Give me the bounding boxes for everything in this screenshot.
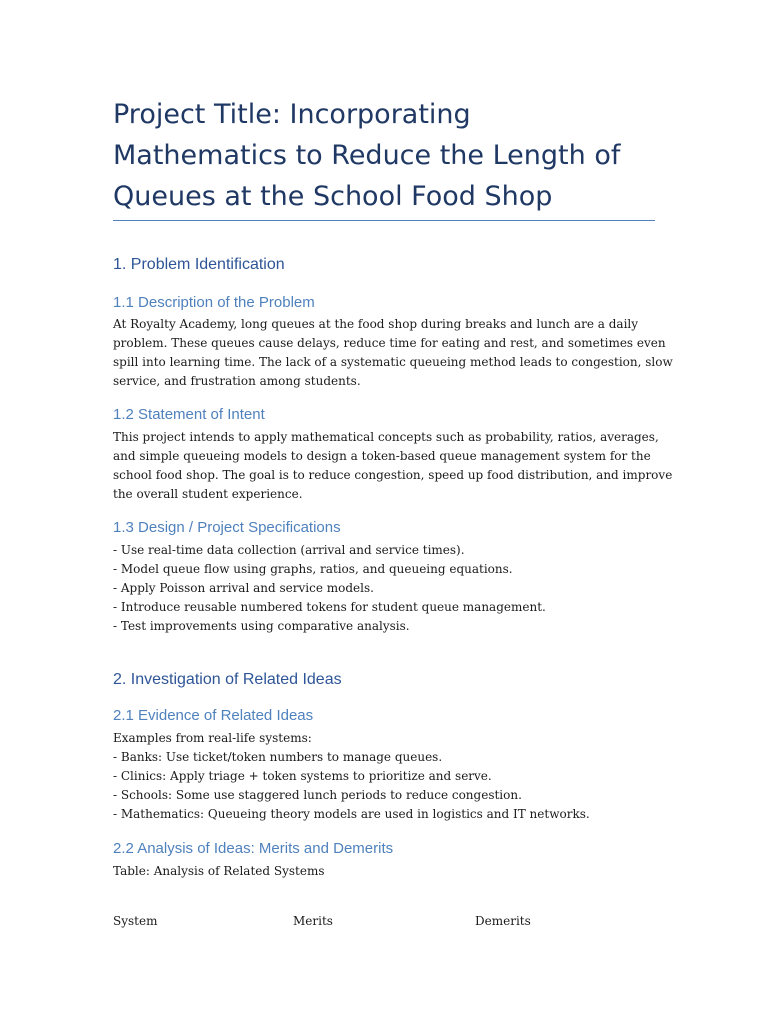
- list-item: - Clinics: Apply triage + token systems to prioritize and serve.: [113, 769, 492, 783]
- title-line: Queues at the School Food Shop: [113, 181, 553, 212]
- title-underline: [113, 220, 655, 221]
- list-evidence: [113, 729, 658, 824]
- list-specifications: [113, 541, 658, 636]
- caption-text: Table: Analysis of Related Systems: [113, 864, 325, 878]
- title-line: Mathematics to Reduce the Length of: [113, 140, 621, 171]
- list-item: - Test improvements using comparative analysis.: [113, 619, 410, 633]
- section-heading-investigation: 2. Investigation of Related Ideas: [113, 671, 342, 688]
- subheading-statement-of-intent: 1.2 Statement of Intent: [113, 406, 265, 423]
- project-title: [113, 94, 673, 217]
- list-item: Examples from real-life systems:: [113, 731, 312, 745]
- paragraph-line: problem. These queues cause delays, reduce time for eating and rest, and sometimes even: [113, 336, 666, 350]
- paragraph-line: spill into learning time. The lack of a systematic queueing method leads to congestion, slow: [113, 355, 673, 369]
- list-item: - Banks: Use ticket/token numbers to manage queues.: [113, 750, 443, 764]
- subheading-analysis-merits-demerits: 2.2 Analysis of Ideas: Merits and Demerits: [113, 840, 394, 857]
- paragraph-line: the overall student experience.: [113, 487, 303, 501]
- table-caption: [113, 862, 658, 881]
- title-line: Project Title: Incorporating: [113, 99, 471, 130]
- paragraph-line: and simple queueing models to design a token-based queue management system for the: [113, 449, 651, 463]
- paragraph-line: At Royalty Academy, long queues at the food shop during breaks and lunch are a daily: [113, 317, 639, 331]
- list-item: - Mathematics: Queueing theory models are used in logistics and IT networks.: [113, 807, 590, 821]
- table-header-system: System: [113, 914, 158, 928]
- paragraph-intent: [113, 428, 673, 504]
- list-item: - Model queue flow using graphs, ratios, and queueing equations.: [113, 562, 513, 576]
- paragraph-description: [113, 315, 673, 391]
- list-item: - Schools: Some use staggered lunch periods to reduce congestion.: [113, 788, 522, 802]
- subheading-evidence-of-related-ideas: 2.1 Evidence of Related Ideas: [113, 707, 314, 724]
- table-header-merits: Merits: [293, 914, 333, 928]
- section-heading-problem-identification: 1. Problem Identification: [113, 256, 285, 273]
- paragraph-line: service, and frustration among students.: [113, 374, 361, 388]
- list-item: - Use real-time data collection (arrival and service times).: [113, 543, 465, 557]
- list-item: - Introduce reusable numbered tokens for student queue management.: [113, 600, 546, 614]
- subheading-description-of-problem: 1.1 Description of the Problem: [113, 294, 315, 311]
- paragraph-line: school food shop. The goal is to reduce congestion, speed up food distribution, and improve: [113, 468, 673, 482]
- list-item: - Apply Poisson arrival and service models.: [113, 581, 374, 595]
- table-header-demerits: Demerits: [475, 914, 531, 928]
- paragraph-line: This project intends to apply mathematical concepts such as probability, ratios, averages,: [113, 430, 659, 444]
- subheading-design-specifications: 1.3 Design / Project Specifications: [113, 519, 341, 536]
